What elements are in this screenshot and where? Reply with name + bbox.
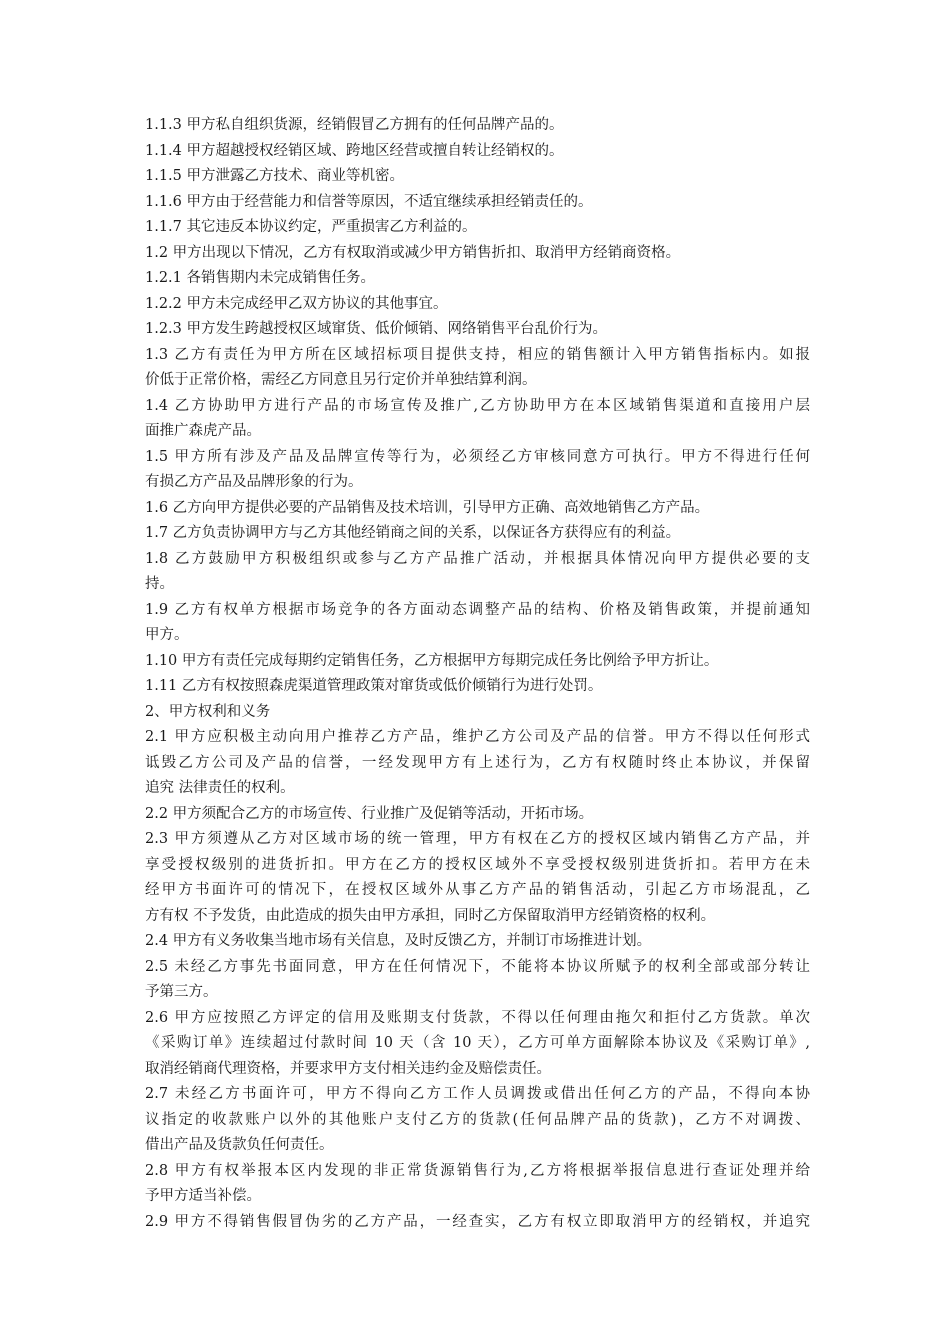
text-line: 2.1 甲方应积极主动向用户推荐乙方产品，维护乙方公司及产品的信誉。甲方不得以任何形式 xyxy=(145,729,810,745)
text-line: 予第三方。 xyxy=(145,984,218,1000)
text-line: 取消经销商代理资格，并要求甲方支付相关违约金及赔偿责任。 xyxy=(145,1060,551,1077)
text-line: 1.2 甲方出现以下情况，乙方有权取消或减少甲方销售折扣、取消甲方经销商资格。 xyxy=(145,244,681,261)
text-line: 2.2 甲方须配合乙方的市场宣传、行业推广及促销等活动，开拓市场。 xyxy=(145,805,594,822)
text-line: 1.2.1 各销售期内未完成销售任务。 xyxy=(145,270,376,286)
text-line: 借出产品及货款负任何责任。 xyxy=(145,1137,334,1153)
text-line: 2.9 甲方不得销售假冒伪劣的乙方产品，一经查实，乙方有权立即取消甲方的经销权，并追究 xyxy=(145,1213,810,1230)
text-line: 享受授权级别的进货折扣。甲方在乙方的授权区域外不享受授权级别进货折扣。若甲方在未 xyxy=(145,856,810,873)
text-line: 1.7 乙方负责协调甲方与乙方其他经销商之间的关系，以保证各方获得应有的利益。 xyxy=(145,525,681,541)
text-line: 1.3 乙方有责任为甲方所在区域招标项目提供支持，相应的销售额计入甲方销售指标内。如报 xyxy=(145,346,810,363)
text-line: 《采购订单》连续超过付款时间 10 天（含 10 天），乙方可单方面解除本协议及《采购订单》, xyxy=(145,1035,810,1051)
text-line: 1.1.6 甲方由于经营能力和信誉等原因，不适宜继续承担经销责任的。 xyxy=(145,193,593,210)
text-line: 1.1.3 甲方私自组织货源，经销假冒乙方拥有的任何品牌产品的。 xyxy=(145,117,564,133)
text-line: 1.2.3 甲方发生跨越授权区域窜货、低价倾销、网络销售平台乱价行为。 xyxy=(145,321,608,337)
text-line: 2.7 未经乙方书面许可，甲方不得向乙方工作人员调拨或借出任何乙方的产品，不得向本协 xyxy=(145,1086,810,1102)
text-line: 1.1.7 其它违反本协议约定，严重损害乙方利益的。 xyxy=(145,219,477,235)
text-line: 诋毁乙方公司及产品的信誉，一经发现甲方有上述行为，乙方有权随时终止本协议，并保留 xyxy=(145,754,810,771)
text-line: 1.1.5 甲方泄露乙方技术、商业等机密。 xyxy=(145,168,405,184)
text-line: 予甲方适当补偿。 xyxy=(145,1188,261,1204)
text-line: 1.6 乙方向甲方提供必要的产品销售及技术培训，引导甲方正确、高效地销售乙方产品。 xyxy=(145,499,710,516)
text-line: 1.9 乙方有权单方根据市场竞争的各方面动态调整产品的结构、价格及销售政策，并提前通知 xyxy=(145,601,810,618)
document-body xyxy=(145,113,810,1235)
text-line: 议指定的收款账户以外的其他账户支付乙方的货款(任何品牌产品的货款)，乙方不对调拨、 xyxy=(145,1111,810,1128)
text-line: 1.1.4 甲方超越授权经销区域、跨地区经营或擅自转让经销权的。 xyxy=(145,142,564,159)
text-line: 2.4 甲方有义务收集当地市场有关信息，及时反馈乙方，并制订市场推进计划。 xyxy=(145,933,652,949)
text-line: 方有权 不予发货，由此造成的损失由甲方承担，同时乙方保留取消甲方经销资格的权利。 xyxy=(145,907,716,924)
text-line: 1.8 乙方鼓励甲方积极组织或参与乙方产品推广活动，并根据具体情况向甲方提供必要的支 xyxy=(145,550,810,567)
text-line: 有损乙方产品及品牌形象的行为。 xyxy=(145,474,363,490)
section-heading: 2、甲方权利和义务 xyxy=(145,703,271,720)
text-line: 持。 xyxy=(145,576,174,592)
text-line: 2.3 甲方须遵从乙方对区域市场的统一管理，甲方有权在乙方的授权区域内销售乙方产品，并 xyxy=(145,831,810,847)
text-line: 2.5 未经乙方事先书面同意，甲方在任何情况下，不能将本协议所赋予的权利全部或部分转让 xyxy=(145,958,810,975)
text-line: 2.8 甲方有权举报本区内发现的非正常货源销售行为,乙方将根据举报信息进行查证处理并给 xyxy=(145,1162,810,1179)
text-line: 1.11 乙方有权按照森虎渠道管理政策对窜货或低价倾销行为进行处罚。 xyxy=(145,678,603,694)
text-line: 2.6 甲方应按照乙方评定的信用及账期支付货款，不得以任何理由拖欠和拒付乙方货款。单次 xyxy=(145,1009,810,1026)
text-line: 1.10 甲方有责任完成每期约定销售任务，乙方根据甲方每期完成任务比例给予甲方折让。 xyxy=(145,652,719,669)
text-line: 价低于正常价格，需经乙方同意且另行定价并单独结算利润。 xyxy=(145,372,537,388)
text-line: 追究 法律责任的权利。 xyxy=(145,780,295,796)
text-line: 面推广森虎产品。 xyxy=(145,423,261,439)
text-line: 1.2.2 甲方未完成经甲乙双方协议的其他事宜。 xyxy=(145,295,448,312)
text-line: 1.5 甲方所有涉及产品及品牌宣传等行为，必须经乙方审核同意方可执行。甲方不得进行任何 xyxy=(145,448,810,465)
text-line: 经甲方书面许可的情况下，在授权区域外从事乙方产品的销售活动，引起乙方市场混乱，乙 xyxy=(145,882,810,898)
text-line: 1.4 乙方协助甲方进行产品的市场宣传及推广,乙方协助甲方在本区域销售渠道和直接用户层 xyxy=(145,397,810,414)
text-line: 甲方。 xyxy=(145,627,189,643)
